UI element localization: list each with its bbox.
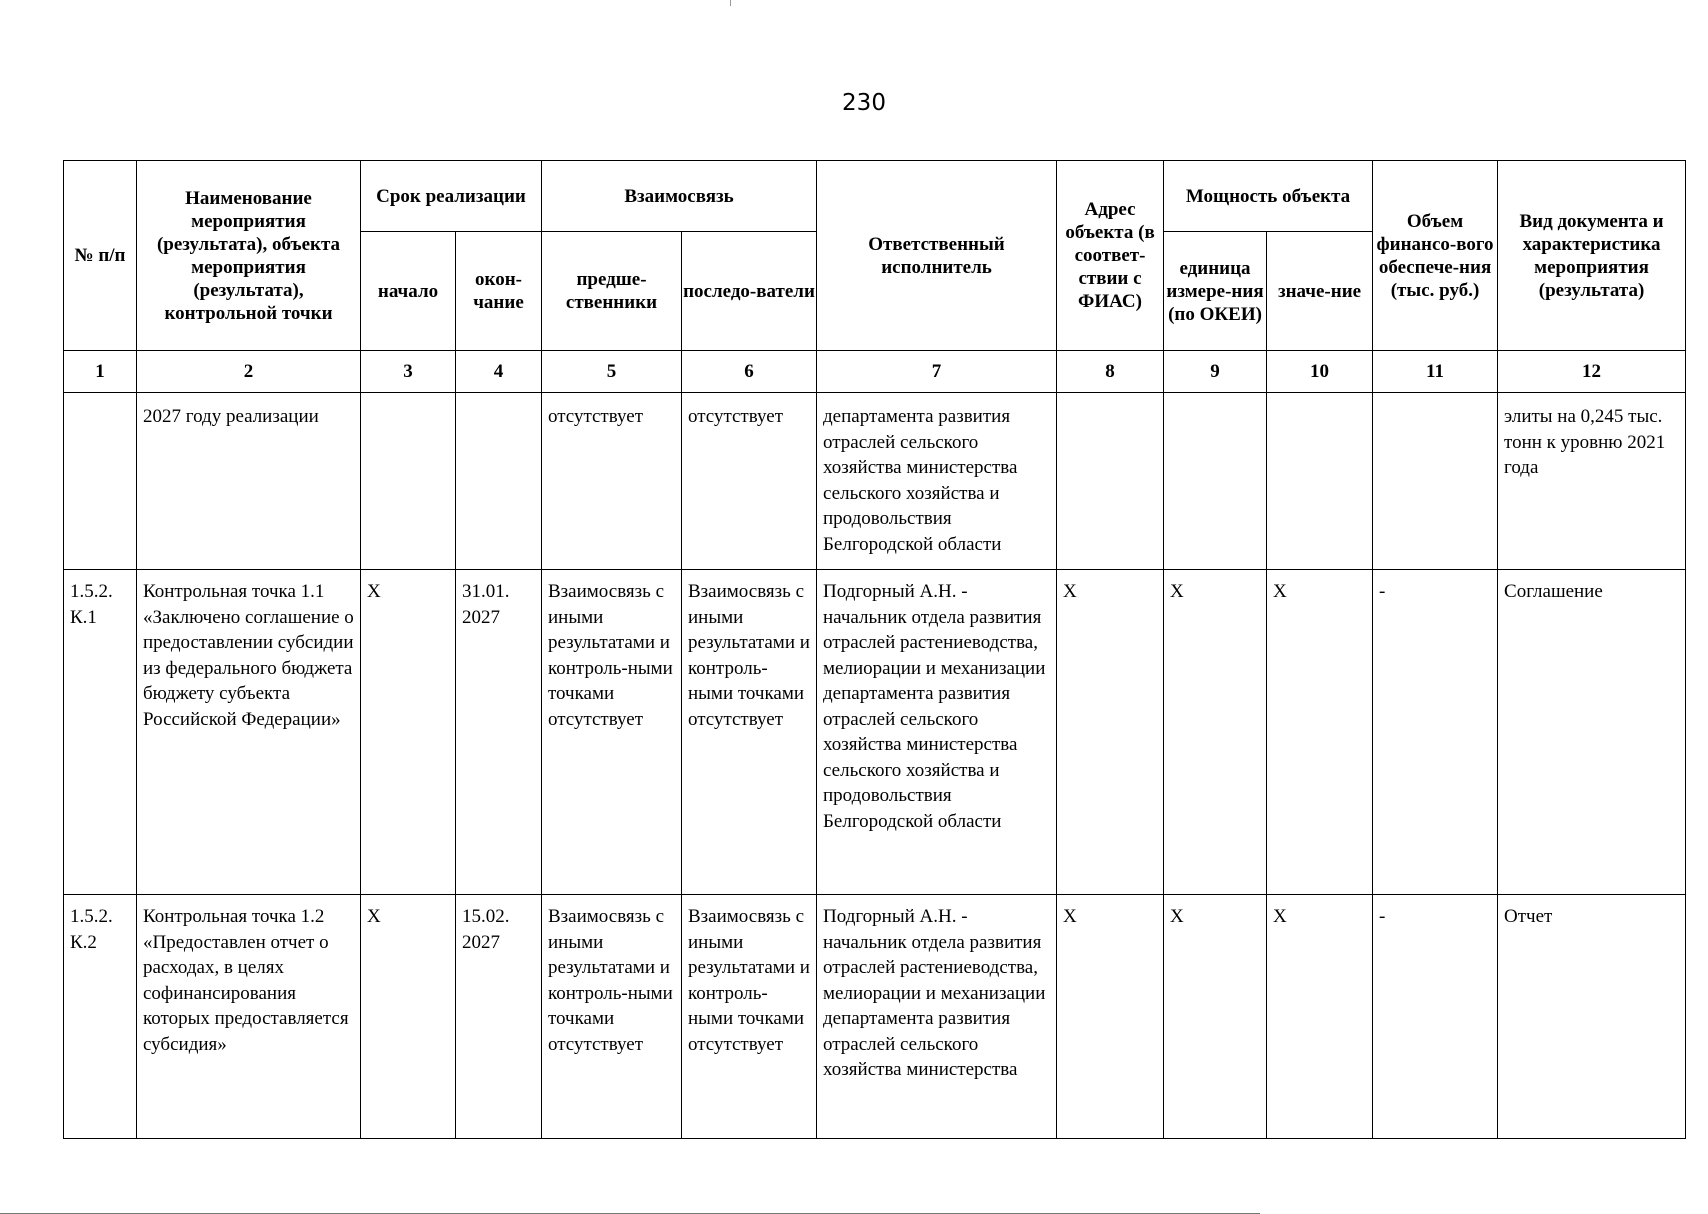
cell-start: [361, 393, 456, 570]
cell-start: X: [361, 570, 456, 895]
cell-finance: -: [1373, 570, 1498, 895]
cell-name: Контрольная точка 1.1 «Заключено соглашение о предоставлении субсидии из федерального бюджета бюджету субъекта Российской Федерации»: [137, 570, 361, 895]
header-term-start: начало: [361, 232, 456, 351]
page-number: 230: [842, 90, 886, 116]
header-term: Срок реализации: [361, 161, 542, 232]
column-number: 9: [1164, 351, 1267, 393]
cell-value: X: [1267, 570, 1373, 895]
cell-name: 2027 году реализации: [137, 393, 361, 570]
header-doc: Вид документа и характеристика мероприятия (результата): [1498, 161, 1686, 351]
column-number: 7: [817, 351, 1057, 393]
cell-pred: отсутствует: [542, 393, 682, 570]
header-capacity-unit: единица измере-ния (по ОКЕИ): [1164, 232, 1267, 351]
cell-responsible: департамента развития отраслей сельского хозяйства министерства сельского хозяйства и продовольствия Белгородской области: [817, 393, 1057, 570]
cell-address: X: [1057, 570, 1164, 895]
cell-num: 1.5.2. К.2: [64, 895, 137, 1139]
header-num: № п/п: [64, 161, 137, 351]
cell-finance: -: [1373, 895, 1498, 1139]
column-number: 2: [137, 351, 361, 393]
table-row: [64, 895, 1686, 1139]
header-capacity: Мощность объекта: [1164, 161, 1373, 232]
cell-finance: [1373, 393, 1498, 570]
header-address: Адрес объекта (в соответ-ствии с ФИАС): [1057, 161, 1164, 351]
cell-end: 15.02. 2027: [456, 895, 542, 1139]
header-link-next: последо-ватели: [682, 232, 817, 351]
column-number: 11: [1373, 351, 1498, 393]
column-number: 3: [361, 351, 456, 393]
column-number: 5: [542, 351, 682, 393]
cell-num: 1.5.2. К.1: [64, 570, 137, 895]
cell-address: X: [1057, 895, 1164, 1139]
column-number: 12: [1498, 351, 1686, 393]
column-number: 1: [64, 351, 137, 393]
cell-unit: X: [1164, 895, 1267, 1139]
header-link-pred: предше-ственники: [542, 232, 682, 351]
cell-end: 31.01. 2027: [456, 570, 542, 895]
cell-responsible: Подгорный А.Н. - начальник отдела развития отраслей растениеводства, мелиорации и механизации департамента развития отраслей сельского хозяйства министерства сельского хозяйства и продовольствия Белгородской области: [817, 570, 1057, 895]
header-term-end: окон-чание: [456, 232, 542, 351]
cell-pred: Взаимосвязь с иными результатами и контроль-ными точками отсутствует: [542, 895, 682, 1139]
cell-doc: Соглашение: [1498, 570, 1686, 895]
table-row: [64, 393, 1686, 570]
column-number: 4: [456, 351, 542, 393]
column-number: 10: [1267, 351, 1373, 393]
cell-address: [1057, 393, 1164, 570]
scan-mark: [730, 0, 731, 6]
cell-responsible: Подгорный А.Н. - начальник отдела развития отраслей растениеводства, мелиорации и механизации департамента развития отраслей сельского хозяйства министерства: [817, 895, 1057, 1139]
cell-next: Взаимосвязь с иными результатами и контроль-ными точками отсутствует: [682, 895, 817, 1139]
header-name: Наименование мероприятия (результата), объекта мероприятия (результата), контрольной точки: [137, 161, 361, 351]
header-link: Взаимосвязь: [542, 161, 817, 232]
header-responsible: Ответственный исполнитель: [817, 161, 1057, 351]
cell-num: [64, 393, 137, 570]
cell-value: [1267, 393, 1373, 570]
cell-doc: элиты на 0,245 тыс. тонн к уровню 2021 года: [1498, 393, 1686, 570]
cell-next: Взаимосвязь с иными результатами и контроль-ными точками отсутствует: [682, 570, 817, 895]
table-row: [64, 570, 1686, 895]
cell-next: отсутствует: [682, 393, 817, 570]
column-number: 6: [682, 351, 817, 393]
cell-name: Контрольная точка 1.2 «Предоставлен отчет о расходах, в целях софинансирования которых предоставляется субсидия»: [137, 895, 361, 1139]
cell-value: X: [1267, 895, 1373, 1139]
cell-pred: Взаимосвязь с иными результатами и контроль-ными точками отсутствует: [542, 570, 682, 895]
cell-end: [456, 393, 542, 570]
cell-unit: [1164, 393, 1267, 570]
cell-start: X: [361, 895, 456, 1139]
plan-table: [63, 160, 1686, 1139]
header-finance: Объем финансо-вого обеспече-ния (тыс. руб.): [1373, 161, 1498, 351]
cell-doc: Отчет: [1498, 895, 1686, 1139]
header-capacity-value: значе-ние: [1267, 232, 1373, 351]
cell-unit: X: [1164, 570, 1267, 895]
column-number: 8: [1057, 351, 1164, 393]
